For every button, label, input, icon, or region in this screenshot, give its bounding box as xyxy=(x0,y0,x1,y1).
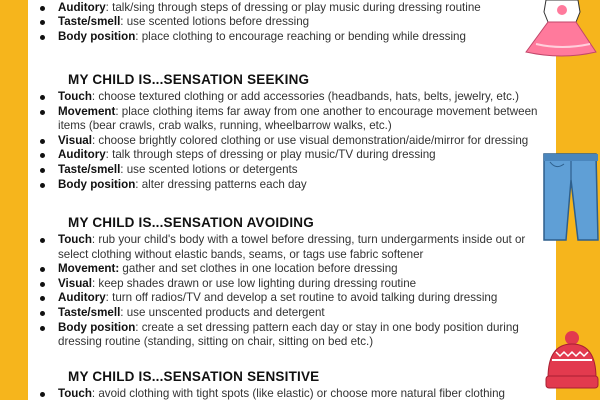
strategy-list xyxy=(28,90,556,192)
list-item: Visual: keep shades drawn or use low lighting during dressing routine xyxy=(28,277,556,292)
list-item: Auditory: talk through steps of dressing or play music/TV during dressing xyxy=(28,148,556,163)
strategy-list xyxy=(28,233,556,350)
strategy-list xyxy=(28,387,556,400)
section-heading: MY CHILD IS...SENSATION SENSITIVE xyxy=(68,369,320,384)
section-heading: MY CHILD IS...SENSATION SEEKING xyxy=(68,72,310,87)
list-item: Touch: choose textured clothing or add accessories (headbands, hats, belts, jewelry, etc.) xyxy=(28,90,556,105)
list-item: Body position: place clothing to encourage reaching or bending while dressing xyxy=(28,30,556,45)
list-item: Auditory: turn off radios/TV and develop a set routine to avoid talking during dressing xyxy=(28,291,556,306)
list-item: Movement: place clothing items far away from one another to encourage movement between items (bear crawls, crab walks, running, wheelbarrow walks, etc.) xyxy=(28,105,556,134)
list-item: Movement: gather and set clothes in one location before dressing xyxy=(28,262,556,277)
list-item: Visual: choose brightly colored clothing or use visual demonstration/aide/mirror for dressing xyxy=(28,134,556,149)
section-heading: MY CHILD IS...SENSATION AVOIDING xyxy=(68,215,314,230)
list-item: Touch: rub your child's body with a towel before dressing, turn undergarments inside out or select clothing without elastic bands, seams, or tags use fabric softener xyxy=(28,233,556,262)
list-item: Body position: create a set dressing pattern each day or stay in one body position during dressing routine (standing, sitting on chair, sitting on bed etc.) xyxy=(28,321,556,350)
section-sensation-avoiding xyxy=(28,213,556,350)
list-item: Taste/smell: use scented lotions or detergents xyxy=(28,163,556,178)
list-item: Touch: avoid clothing with tight spots (like elastic) or choose more natural fiber clothing xyxy=(28,387,556,400)
worksheet-page xyxy=(28,0,556,400)
list-item: Auditory: talk/sing through steps of dressing or play music during dressing routine xyxy=(28,1,556,16)
section-sensation-seeking xyxy=(28,70,556,192)
list-item: Body position: alter dressing patterns each day xyxy=(28,178,556,193)
winter-hat-icon xyxy=(538,330,600,392)
list-item: Taste/smell: use scented lotions before dressing xyxy=(28,15,556,30)
section-sensation-registration xyxy=(28,0,556,44)
dress-icon xyxy=(506,0,600,58)
list-item: Taste/smell: use unscented products and detergent xyxy=(28,306,556,321)
section-sensation-sensitive xyxy=(28,367,556,400)
strategy-list xyxy=(28,0,556,44)
jeans-icon xyxy=(538,150,600,242)
